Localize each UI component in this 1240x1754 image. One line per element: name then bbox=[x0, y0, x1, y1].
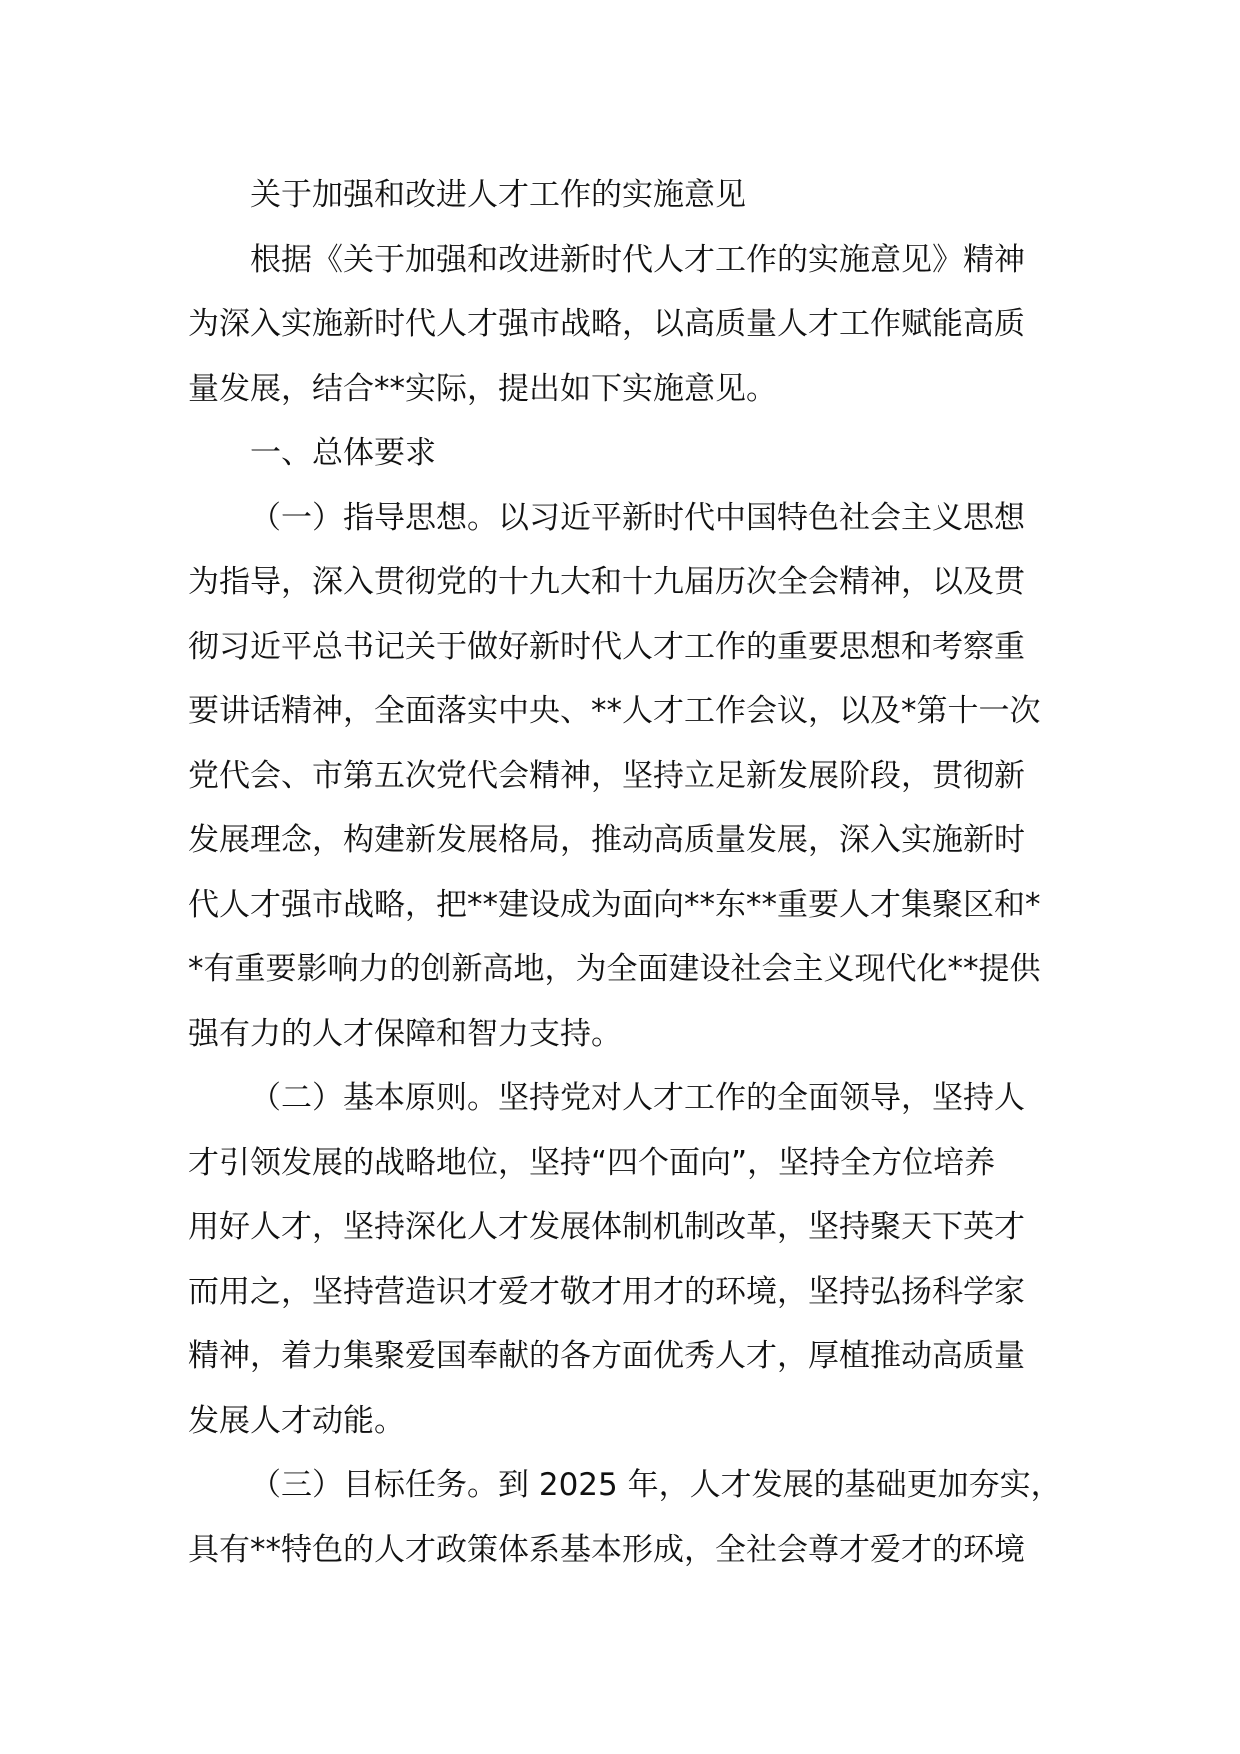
paragraph-line: 根据《关于加强和改进新时代人才工作的实施意见》精神 bbox=[250, 241, 1025, 278]
paragraph-line: 具有**特色的人才政策体系基本形成，全社会尊才爱才的环境 bbox=[188, 1531, 1025, 1568]
paragraph-line: 发展理念，构建新发展格局，推动高质量发展，深入实施新时 bbox=[188, 822, 1025, 858]
paragraph-line: 强有力的人才保障和智力支持。 bbox=[188, 1015, 622, 1052]
paragraph-line: （一）指导思想。以习近平新时代中国特色社会主义思想 bbox=[250, 499, 1025, 536]
paragraph-line: 用好人才，坚持深化人才发展体制机制改革，坚持聚天下英才 bbox=[188, 1209, 1025, 1245]
paragraph-line: 才引领发展的战略地位，坚持“四个面向”，坚持全方位培养 bbox=[188, 1144, 996, 1181]
paragraph-line: 而用之，坚持营造识才爱才敬才用才的环境，坚持弘扬科学家 bbox=[188, 1273, 1025, 1310]
paragraph-line: 要讲话精神，全面落实中央、**人才工作会议，以及*第十一次 bbox=[188, 693, 1041, 729]
paragraph-line: 为指导，深入贯彻党的十九大和十九届历次全会精神，以及贯 bbox=[188, 564, 1025, 600]
paragraph-line: *有重要影响力的创新高地，为全面建设社会主义现代化**提供 bbox=[188, 951, 1041, 987]
paragraph-line: 党代会、市第五次党代会精神，坚持立足新发展阶段，贯彻新 bbox=[188, 757, 1025, 794]
document-title: 关于加强和改进人才工作的实施意见 bbox=[250, 177, 746, 213]
paragraph-line: 发展人才动能。 bbox=[188, 1402, 405, 1439]
paragraph-line: （三）目标任务。到 2025 年，人才发展的基础更加夯实， bbox=[250, 1467, 1062, 1503]
paragraph-line: 量发展，结合**实际，提出如下实施意见。 bbox=[188, 370, 777, 407]
paragraph-line: 为深入实施新时代人才强市战略，以高质量人才工作赋能高质 bbox=[188, 306, 1025, 342]
paragraph-line: 精神，着力集聚爱国奉献的各方面优秀人才，厚植推动高质量 bbox=[188, 1338, 1025, 1374]
paragraph-line: 代人才强市战略，把**建设成为面向**东**重要人才集聚区和* bbox=[188, 886, 1041, 923]
paragraph-line: （二）基本原则。坚持党对人才工作的全面领导，坚持人 bbox=[250, 1080, 1025, 1116]
paragraph-line: 彻习近平总书记关于做好新时代人才工作的重要思想和考察重 bbox=[188, 628, 1025, 665]
section-heading: 一、总体要求 bbox=[250, 435, 436, 471]
document-body bbox=[188, 163, 1062, 1582]
